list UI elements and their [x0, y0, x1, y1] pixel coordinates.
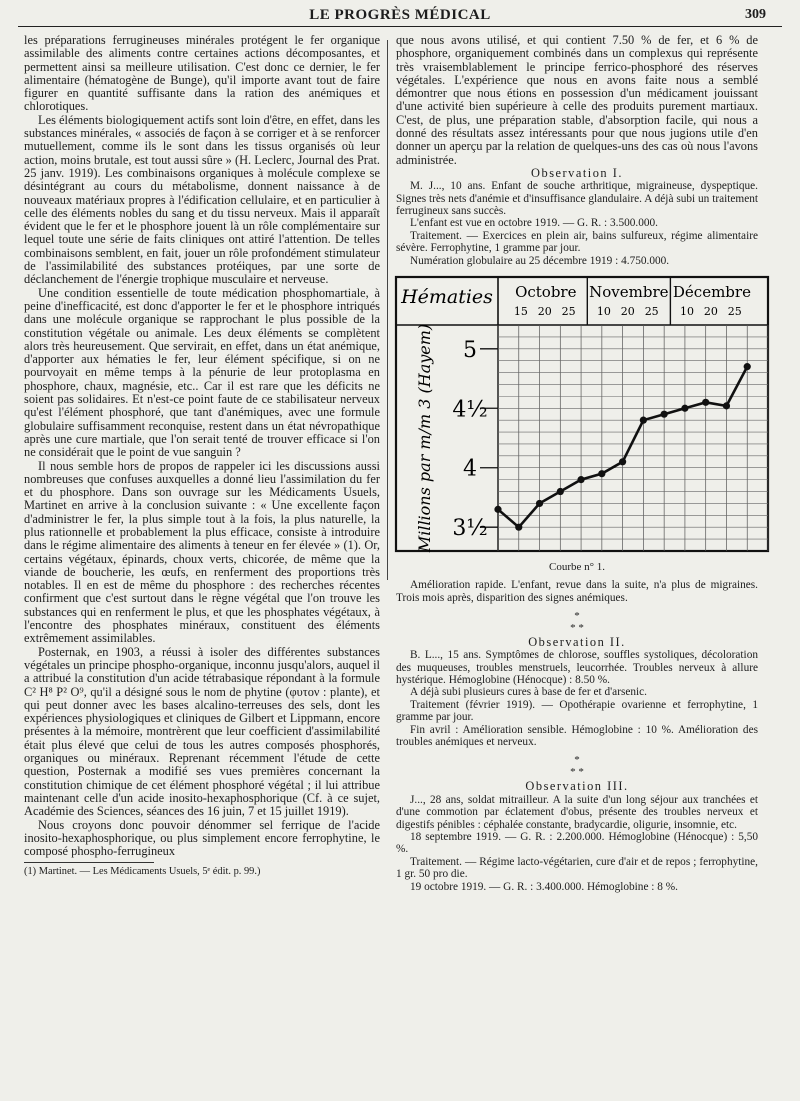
paragraph: Une condition essentielle de toute médication phosphomartiale, à peine d'inefficacité, est donc d'apporter le fer et le phosphore intriqués dans une molécule organique se rapprochant le plus possible de la constitution végétale ou animale. Les deux éléments se complètent alors très heureusement. Que servirait, en effet, dans un état anémique, d'apporter aux hématies le fer, leur élément spécifique, si on ne pourvoyait en même temps à la pénurie de leur protoplasma en phosphore, chaux, magnésie, etc.. Car il est rare que les déficits ne soient pas solidaires. Et n'est-ce point faute de ce stabilisateur nerveux qu'est l'élément phosphoré, que tant d'anémiques, avec une formule globulaire suffisamment reconquise, restent dans un état névropathique après une cure martiale, que l'on serait tenté de trouver efficace si l'on ne considérait que le point de vue sanguin ?: [24, 285, 380, 460]
section-stars: * * *: [570, 609, 584, 634]
obs-line: J..., 28 ans, soldat mitrailleur. A la suite d'un long séjour aux tranchées et d'une commotion par éclatement d'obus, présente des troubles nerveux et digestifs pénibles : céphalée constante, bradycardie, oligurie, insomnie, etc.: [396, 793, 758, 831]
chart-point: [494, 506, 501, 513]
left-column: [24, 34, 380, 878]
chart-ytick-label: 3½: [452, 516, 488, 542]
right-column: [396, 34, 758, 893]
chart-day-label: 15: [513, 305, 528, 319]
chart-point: [577, 476, 584, 483]
section-stars: * * *: [570, 754, 584, 779]
obs-line: 19 octobre 1919. — G. R. : 3.400.000. Hémoglobine : 8 %.: [410, 880, 678, 893]
hematies-chart: [390, 271, 774, 557]
obs-line: B. L..., 15 ans. Symptômes de chlorose, souffles systoliques, décoloration des muqueuses, troubles menstruels, leucorrhée. Troubles nerveux à allure hystérique. Hémoglobine (Hénocque) : 8.50 %.: [396, 649, 758, 687]
observation-1: [396, 180, 758, 267]
obs-line: Numération globulaire au 25 décembre 1919 : 4.750.000.: [410, 254, 670, 267]
chart-point: [681, 405, 688, 412]
column-divider: [387, 40, 388, 580]
chart-point: [536, 500, 543, 507]
chart-point: [557, 488, 564, 495]
chart-point: [619, 458, 626, 465]
obs-line: L'enfant est vue en octobre 1919. — G. R. : 3.500.000.: [410, 217, 659, 230]
chart-ytick-label: 4: [463, 456, 477, 482]
chart-point: [515, 524, 522, 531]
paragraph: Posternak, en 1903, a réussi à isoler des différentes substances végétales un principe phospho-organique, inconnu jusqu'alors, auquel il a attribué la constitution d'un acide tétrabasique répondant à la formule C² H⁸ P² O⁹, qu'il a désigné sous le nom de phytine (φυτον : plante), et qui peut donner avec les bases alcalino-terreuses des sels, dont les expériences physiologiques et cliniques de Gilbert et Lippmann, encore présentes à la mémoire, montrèrent que leur coefficient d'assimilabilité était plus élevé que celui de tous les autres composés phosphorés, organiques ou minéraux. Reprenant récemment l'étude de cette question, Posternak a modifié ses vues premières concernant la constitution chimique de cet élément phosphoré végétal ; il lui attribue maintenant celle d'un acide inosito-hexaphosphorique (Cf. à ce sujet, Académie des Sciences, séances des 16 juin, 7 et 15 juillet 1919).: [24, 644, 380, 819]
obs-line: Traitement. — Régime lacto-végétarien, cure d'air et de repos ; ferrophytine, 1 gr. 50 pro die.: [396, 855, 758, 881]
chart-day-label: 10: [596, 305, 611, 319]
observation-title: Observation I.: [531, 165, 623, 180]
page-number: 309: [745, 7, 766, 22]
chart-point: [661, 411, 668, 418]
obs-line: Fin avril : Amélioration sensible. Hémoglobine : 10 %. Amélioration des troubles anémiques et nerveux.: [396, 723, 758, 749]
header-rule: [18, 26, 782, 27]
paragraph: les préparations ferrugineuses minérales protégent le fer organique assimilable des aliments contre certaines actions décomposantes, et permettent ainsi sa meilleure utilisation. C'est donc ce dernier, le fer alimentaire (hématogène de Bunge), qu'il importe avant tout de faire figurer en quantité suffisante dans la ration des anémiques et chlorotiques.: [24, 33, 380, 114]
chart-point: [723, 402, 730, 409]
chart-title: Hématies: [401, 286, 493, 309]
paragraph: Nous croyons donc pouvoir dénommer sel ferrique de l'acide inosito-hexaphosphorique, ou plus simplement encore ferrophytine, le composé phospho-ferrugineux: [24, 817, 380, 859]
chart-svg: [390, 271, 774, 557]
running-head: [0, 5, 800, 25]
chart-ytick-label: 5: [463, 337, 477, 363]
paragraph: que nous avons utilisé, et qui contient 7.50 % de fer, et 6 % de phosphore, organiquement combinés dans un complexus qui représente très vraisemblablement le principe ferrico-phosphoré des réserves végétales. L'expérience que nous en avons faite nous a semblé démontrer que nous étions en possession d'un médicament jouissant d'une activité bien supérieure à celle des produits purement martiaux. C'est, de plus, une préparation stable, d'absorption facile, qui nous a donné des résultats assez intéressants pour que nous jugions utile d'en donner un aperçu par la relation de quelques-uns des cas où nous l'avons administrée.: [396, 33, 758, 167]
paragraph: Il nous semble hors de propos de rappeler ici les discussions aussi nombreuses que confuses auxquelles a donné lieu l'assimilation du fer et du phosphore. Dans son ouvrage sur les Médicaments Usuels, Martinet en arrive à la conclusion suivante : « Une excellente façon d'administrer le fer, la plus simple tout à la fois, la plus naturelle, la plus rationnelle et probablement la plus efficace, consiste à introduire dans le régime alimentaire des aliments à teneur en fer élevée » (1). Or, certains végétaux, épinards, choux verts, chicorée, de même que la viande de boucherie, les œufs, en renferment des proportions très notables. Il en est de même du phosphore : des recherches récentes confirment que c'est surtout dans le règne végétal que l'on trouve les substances qui en renferment le plus, et que les phosphates végétaux, à l'encontre des phosphates minéraux, constituent des éléments extrêmement assimilables.: [24, 458, 380, 646]
chart-month-label: Octobre: [515, 283, 577, 302]
observation-2: [396, 649, 758, 748]
obs-line: 18 septembre 1919. — G. R. : 2.200.000. Hémoglobine (Hénocque) : 5,50 %.: [396, 830, 758, 856]
paragraph: Les éléments biologiquement actifs sont loin d'être, en effet, dans les substances minérales, « associés de façon à se corriger et à se renforcer mutuellement, comme ils le sont dans les tissus organisés où leur action, moins brutale, est tout aussi sûre » (H. Leclerc, Journal des Prat. 25 janv. 1919). Les combinaisons organiques à molécule complexe se désintégrant au cours du métabolisme, donnent naissance à de nouveaux matériaux propres à l'édification cellulaire, et en particulier à celle des éléments nobles du sang et du tissu nerveux. Mais il apparaît évident que le fer et le phosphore jouent là un rôle complémentaire sur lequel toute une série de faits cliniques ont attiré l'attention. De telles combinaisons semblent, en fait, jouer un rôle profondément stimulateur de l'assimilabilité des substances protéiques, par une sorte de déclanchement de l'énergie trophique musculaire et nerveuse.: [24, 112, 380, 287]
observation-title: Observation II.: [528, 634, 626, 649]
chart-point: [598, 470, 605, 477]
observation-3: [396, 794, 758, 893]
chart-month-label: Novembre: [589, 283, 669, 302]
chart-day-label: 25: [644, 305, 659, 319]
obs-line: M. J..., 10 ans. Enfant de souche arthritique, migraineuse, dyspeptique. Signes très nets d'anémie et d'insuffisance glandulaire. A déjà subi un traitement ferrugineux sans succès.: [396, 180, 758, 218]
chart-month-label: Décembre: [672, 283, 751, 302]
chart-day-label: 20: [537, 305, 552, 319]
chart-day-label: 20: [620, 305, 635, 319]
obs-line: Traitement (février 1919). — Opothérapie ovarienne et ferrophytine, 1 gramme par jour.: [396, 698, 758, 724]
observation-title: Observation III.: [525, 779, 629, 794]
paragraph: Amélioration rapide. L'enfant, revue dans la suite, n'a plus de migraines. Trois mois après, disparition des signes anémiques.: [396, 579, 758, 604]
chart-day-label: 25: [561, 305, 576, 319]
footnote-rule: [24, 862, 154, 863]
curve-caption: Courbe n° 1.: [548, 561, 606, 574]
chart-ytick-label: 4½: [452, 397, 488, 423]
journal-title: LE PROGRÈS MÉDICAL: [309, 7, 491, 23]
chart-point: [640, 417, 647, 424]
chart-ylabel: Millions par m/m 3 (Hayem): [415, 323, 434, 553]
chart-point: [744, 363, 751, 370]
chart-day-label: 25: [727, 305, 742, 319]
chart-day-label: 10: [680, 305, 694, 319]
chart-point: [702, 399, 709, 406]
footnote: (1) Martinet. — Les Médicaments Usuels, 5ᵉ édit. p. 99.): [24, 866, 261, 878]
obs-line: Traitement. — Exercices en plein air, bains sulfureux, régime alimentaire sévère. Ferrophytine, 1 gramme par jour.: [396, 229, 758, 255]
chart-day-label: 20: [703, 305, 718, 319]
obs-line: A déjà subi plusieurs cures à base de fer et d'arsenic.: [410, 686, 647, 699]
